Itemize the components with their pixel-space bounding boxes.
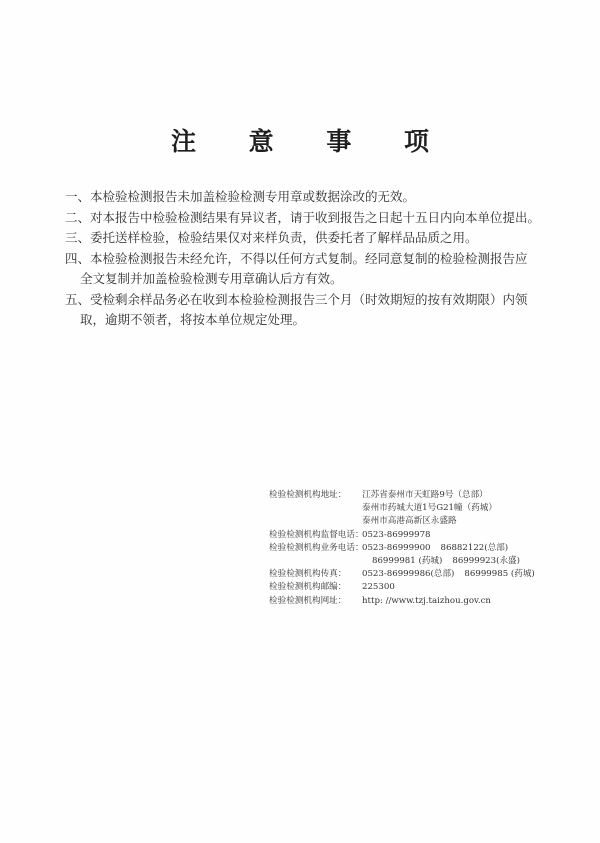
address-line: 泰州市药城大道1号G21幢（药城） (362, 503, 497, 514)
fax-number: 86999985 (药城) (464, 569, 535, 580)
notice-item (65, 249, 565, 270)
contact-info-block (269, 489, 569, 608)
notice-text-line: 取，逾期不领者，将按本单位规定处理。 (80, 312, 306, 327)
supervision-phone-label: 检验检测机构监督电话： (269, 529, 364, 540)
notice-item (65, 290, 565, 311)
notice-text-line: 全文复制并加盖检验检测专用章确认后方有效。 (80, 271, 343, 286)
notice-text-line: 本检验检测报告未经允许，不得以任何方式复制。经同意复制的检验检测报告应 (90, 250, 528, 266)
notice-text (90, 290, 565, 311)
notice-list (65, 187, 565, 331)
notice-item-continuation (65, 310, 565, 331)
postcode-label: 检验检测机构邮编： (269, 582, 347, 593)
business-phone: 0523-86999900 (362, 542, 431, 553)
notice-text: 本检验检测报告未加盖检验检测专用章或数据涂改的无效。 (90, 189, 416, 204)
notice-text: 对本报告中检验检测结果有异议者，请于收到报告之日起十五日内向本单位提出。 (90, 209, 541, 225)
business-phone: 86882122(总部) (440, 542, 509, 553)
address-line: 泰州市高港高新区永盛路 (362, 516, 457, 527)
address-row (269, 489, 569, 502)
business-phone: 86999981 (药城) (372, 556, 443, 567)
supervision-phone: 0523-86999978 (362, 529, 431, 540)
business-phone-row (269, 555, 569, 568)
fax-row (269, 568, 569, 581)
notice-item (65, 187, 565, 208)
notice-number: 三、 (65, 230, 91, 245)
website-link[interactable]: http: //www.tzj.taizhou.gov.cn (362, 595, 491, 606)
fax-label: 检验检测机构传真： (269, 569, 347, 580)
notice-number: 四、 (65, 250, 91, 266)
notice-number: 五、 (65, 291, 91, 307)
notice-text-line: 受检剩余样品务必在收到本检验检测报告三个月（时效期短的按有效期限）内领 (90, 291, 528, 307)
website-row (269, 595, 569, 608)
postcode: 225300 (362, 582, 395, 593)
notice-item (65, 208, 565, 229)
notice-text (90, 249, 565, 270)
supervision-phone-row (269, 529, 569, 542)
notice-item (65, 228, 565, 249)
business-phone: 86999923(永盛) (452, 556, 521, 567)
business-phone-row (269, 542, 569, 555)
notice-item-continuation (65, 269, 565, 290)
postcode-row (269, 581, 569, 594)
address-label: 检验检测机构地址： (269, 490, 347, 500)
address-row (269, 502, 569, 515)
notice-text: 委托送样检验，检验结果仅对来样负责，供委托者了解样品品质之用。 (90, 230, 478, 245)
fax-number: 0523-86999986(总部) (362, 569, 455, 580)
website-label: 检验检测机构网址： (269, 595, 347, 606)
page-title: 注 意 事 项 (170, 127, 452, 156)
business-phone-label: 检验检测机构业务电话： (269, 542, 364, 553)
notice-number: 一、 (65, 189, 91, 204)
address-line: 江苏省泰州市天虹路9号（总部） (362, 490, 488, 500)
notice-number: 二、 (65, 209, 91, 225)
address-row (269, 515, 569, 528)
